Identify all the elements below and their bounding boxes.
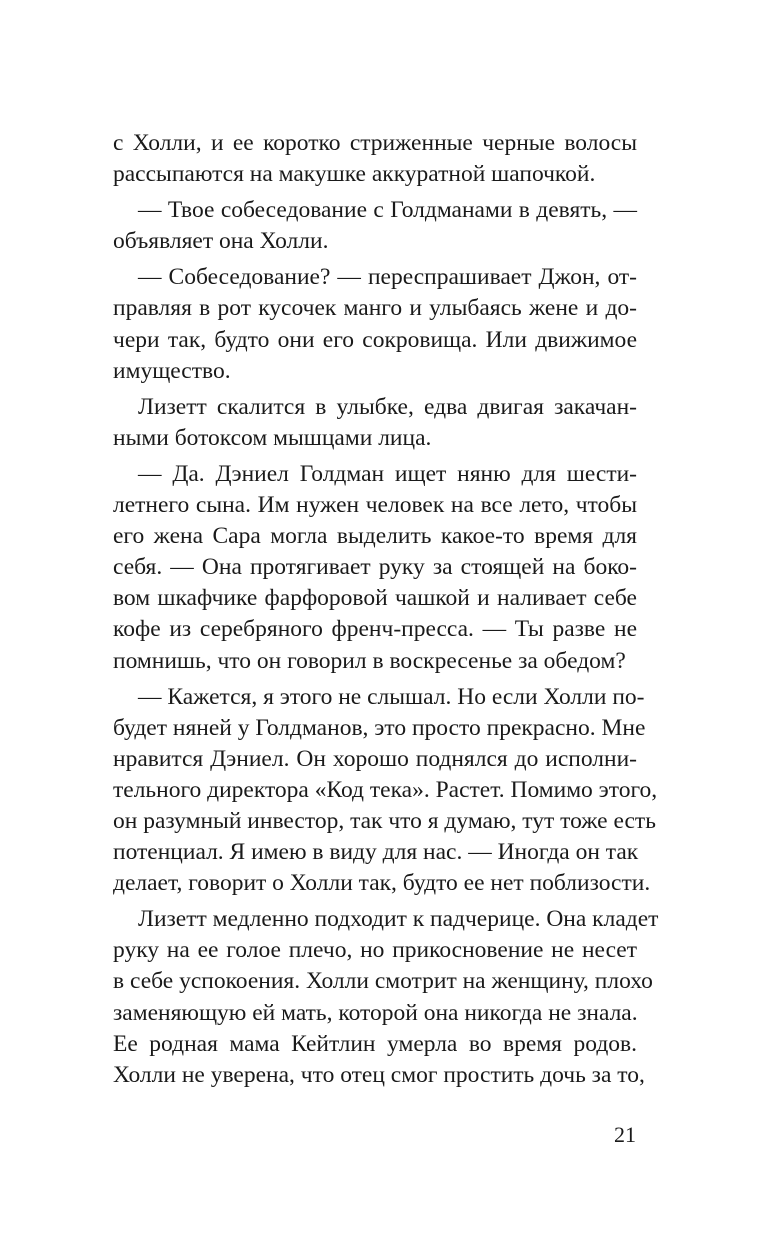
text-line: Лизетт медленно подходит к падчерице. Она кладет xyxy=(138,906,659,933)
text-line: объявляет она Холли. xyxy=(113,228,329,255)
text-line: — Собеседование? — переспрашивает Джон, от- xyxy=(138,264,637,291)
text-line: вом шкафчике фарфоровой чашкой и наливает себе xyxy=(113,585,637,612)
text-line: себя. — Она протягивает руку за стоящей на боко- xyxy=(113,554,637,581)
text-line: его жена Сара могла выделить какое-то время для xyxy=(113,523,637,550)
page-number: 21 xyxy=(614,1122,636,1147)
text-line: будет няней у Голдманов, это просто прекрасно. Мне xyxy=(113,714,646,741)
text-line: потенциал. Я имею в виду для нас. — Иногда он так xyxy=(113,839,639,866)
text-line: чери так, будто они его сокровища. Или движимое xyxy=(113,326,637,353)
text-line: с Холли, и ее коротко стриженные черные волосы xyxy=(113,130,637,156)
text-line: Холли не уверена, что отец смог простить дочь за то, xyxy=(113,1061,645,1088)
text-line: — Кажется, я этого не слышал. Но если Холли по- xyxy=(138,683,645,710)
text-line: в себе успокоения. Холли смотрит на женщину, плохо xyxy=(113,968,653,995)
text-line: делает, говорит о Холли так, будто ее нет поблизости. xyxy=(113,870,651,897)
text-line: ными ботоксом мышцами лица. xyxy=(113,424,432,451)
text-line: тельного директора «Код тека». Растет. Помимо этого, xyxy=(113,776,658,803)
text-line: заменяющую ей мать, которой она никогда не знала. xyxy=(113,999,638,1026)
text-line: Ее родная мама Кейтлин умерла во время родов. xyxy=(113,1030,637,1057)
text-line: рассыпаются на макушке аккуратной шапочкой. xyxy=(113,161,596,188)
text-line: нравится Дэниел. Он хорошо поднялся до исполни- xyxy=(113,745,637,772)
body-text xyxy=(113,128,659,1091)
text-line: — Да. Дэниел Голдман ищет няню для шести- xyxy=(138,460,637,487)
text-line: — Твое собеседование с Голдманами в девять, — xyxy=(138,197,637,224)
text-line: Лизетт скалится в улыбке, едва двигая закачан- xyxy=(138,393,637,420)
text-line: летнего сына. Им нужен человек на все лето, чтобы xyxy=(113,492,637,519)
text-line: правляя в рот кусочек манго и улыбаясь жене и до- xyxy=(113,295,637,322)
text-line: кофе из серебряного френч-пресса. — Ты разве не xyxy=(113,616,637,643)
text-line: имущество. xyxy=(113,357,231,384)
text-line: руку на ее голое плечо, но прикосновение не несет xyxy=(113,937,637,964)
text-line: он разумный инвестор, так что я думаю, тут тоже есть xyxy=(113,807,656,834)
text-line: помнишь, что он говорил в воскресенье за обедом? xyxy=(113,647,626,674)
